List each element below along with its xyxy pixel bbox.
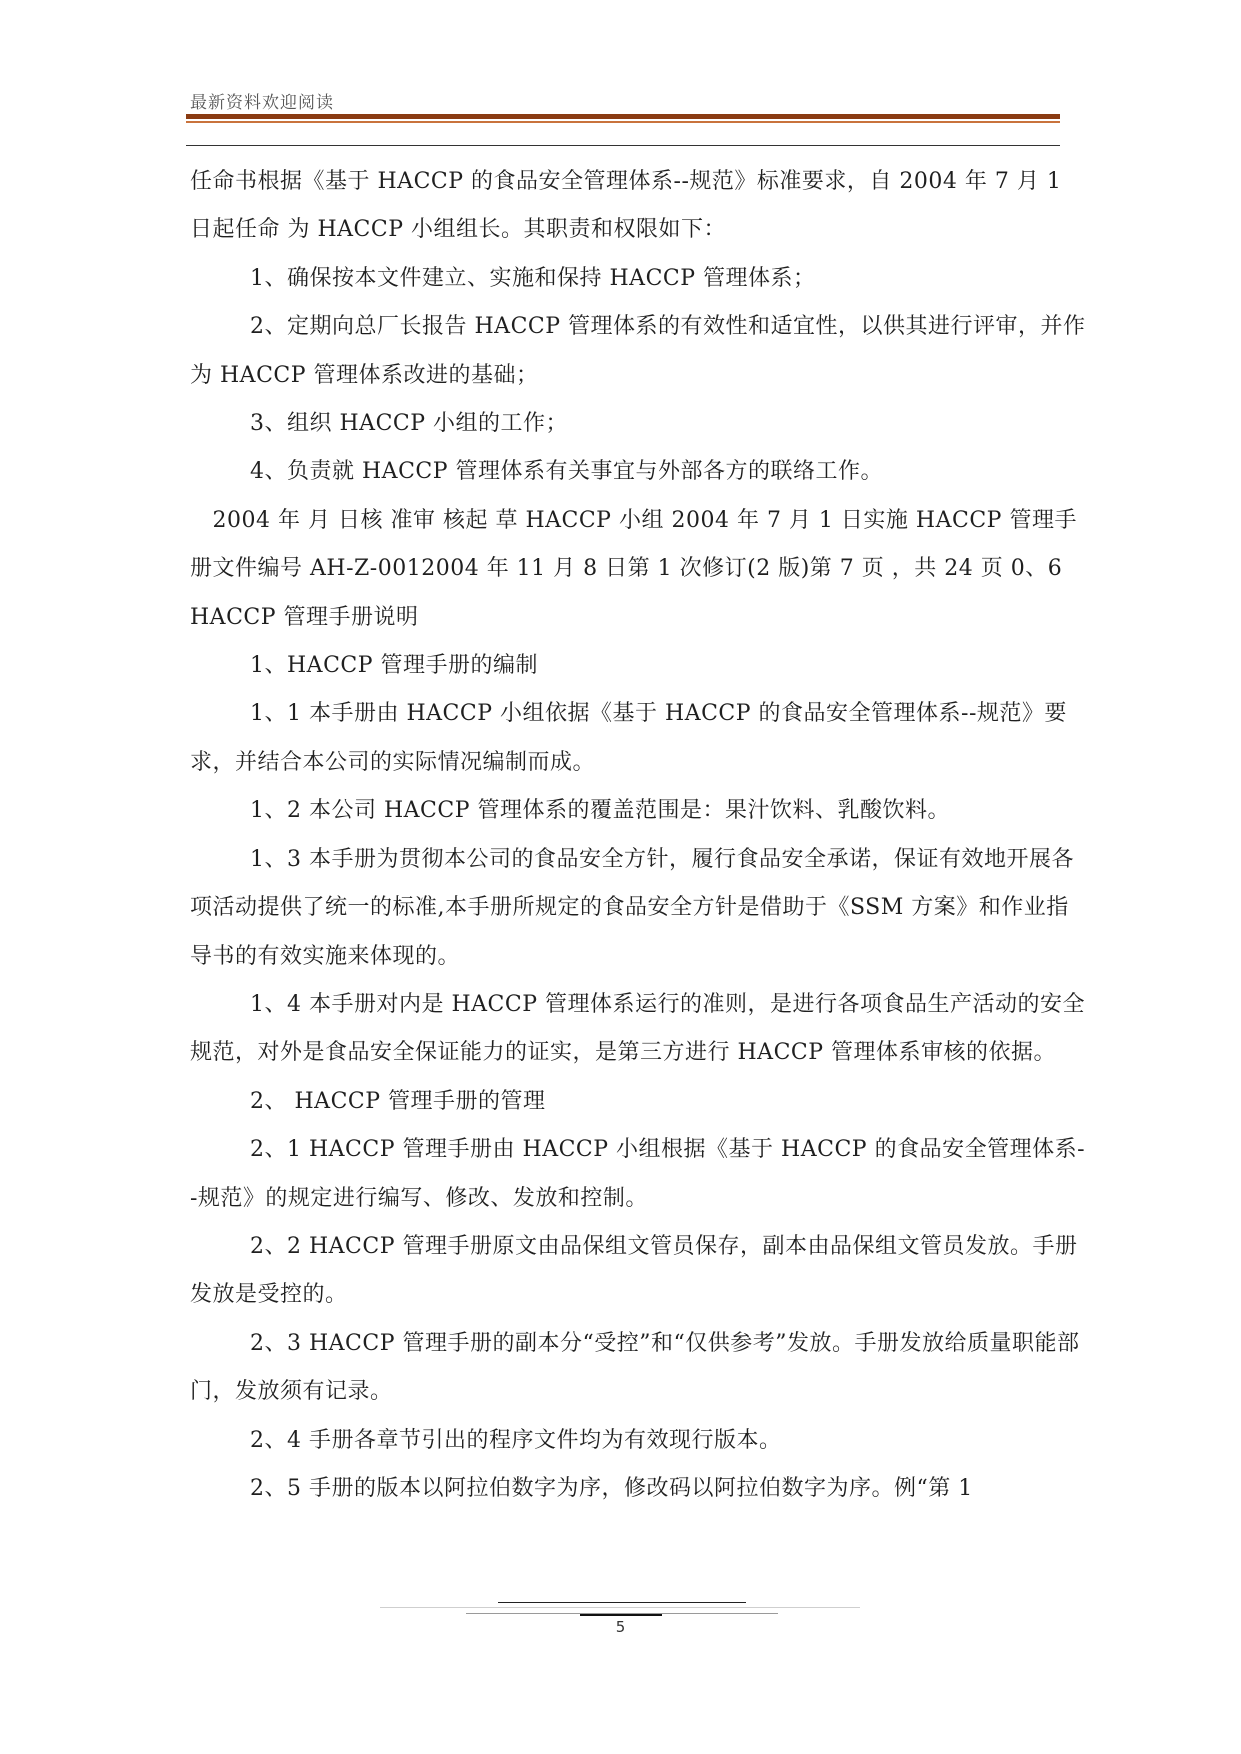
running-header: 最新资料欢迎阅读	[190, 93, 334, 113]
paragraph: 2、定期向总厂长报告 HACCP 管理体系的有效性和适宜性，以供其进行评审，并作为 HACCP 管理体系改进的基础；	[190, 314, 1086, 388]
paragraph: 2、3 HACCP 管理手册的副本分“受控”和“仅供参考”发放。手册发放给质量职能部门，发放须有记录。	[190, 1330, 1080, 1405]
paragraph: 1、确保按本文件建立、实施和保持 HACCP 管理体系；	[250, 265, 816, 291]
paragraph: 2、4 手册各章节引出的程序文件均为有效现行版本。	[250, 1427, 782, 1453]
document-body	[190, 158, 1090, 1513]
footer-rule	[498, 1602, 746, 1603]
paragraph: 1、HACCP 管理手册的编制	[250, 653, 539, 679]
footer-rule	[380, 1607, 860, 1608]
footer-rule	[580, 1614, 662, 1616]
paragraph: 2004 年 月 日核 准审 核起 草 HACCP 小组 2004 年 7 月 1 日实施 HACCP 管理手册文件编号 AH-Z-0012004 年 11 月 8 日第 1 次修订(2 版)第 7 页 ，共 24 页 0、6 HACCP 管理手册说明	[190, 507, 1077, 630]
paragraph: 4、负责就 HACCP 管理体系有关事宜与外部各方的联络工作。	[250, 459, 884, 485]
header-rule-thick	[186, 114, 1060, 119]
paragraph: 3、组织 HACCP 小组的工作；	[250, 411, 569, 437]
header-rule-accent	[186, 121, 1060, 123]
paragraph: 2、 HACCP 管理手册的管理	[250, 1088, 546, 1114]
paragraph: 1、3 本手册为贯彻本公司的食品安全方针，履行食品安全承诺，保证有效地开展各项活动提供了统一的标准,本手册所规定的食品安全方针是借助于《SSM 方案》和作业指导书的有效实施来体现的。	[190, 846, 1074, 969]
paragraph: 1、4 本手册对内是 HACCP 管理体系运行的准则，是进行各项食品生产活动的安全规范，对外是食品安全保证能力的证实，是第三方进行 HACCP 管理体系审核的依据。	[190, 991, 1086, 1066]
page-number: 5	[615, 1618, 626, 1636]
paragraph: 2、5 手册的版本以阿拉伯数字为序，修改码以阿拉伯数字为序。例“第 1	[250, 1475, 973, 1501]
paragraph: 任命书根据《基于 HACCP 的食品安全管理体系--规范》标准要求，自 2004 年 7 月 1 日起任命 为 HACCP 小组组长。其职责和权限如下：	[190, 169, 1062, 243]
paragraph: 2、2 HACCP 管理手册原文由品保组文管员保存，副本由品保组文管员发放。手册发放是受控的。	[190, 1233, 1078, 1308]
paragraph: 1、2 本公司 HACCP 管理体系的覆盖范围是：果汁饮料、乳酸饮料。	[250, 798, 951, 824]
header-rule-thin	[186, 145, 1060, 146]
paragraph: 2、1 HACCP 管理手册由 HACCP 小组根据《基于 HACCP 的食品安全管理体系--规范》的规定进行编写、修改、发放和控制。	[190, 1137, 1086, 1211]
paragraph: 1、1 本手册由 HACCP 小组依据《基于 HACCP 的食品安全管理体系--规范》要求，并结合本公司的实际情况编制而成。	[190, 701, 1067, 775]
